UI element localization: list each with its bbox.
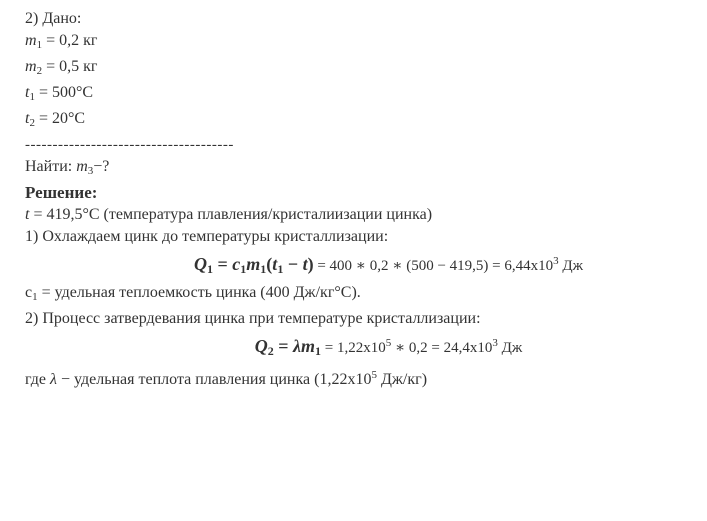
given-temp2-line: $t_2 = 20^\circ C$ <box>25 110 86 129</box>
given-temp1-line: $t_1 = 500^\circ C$ <box>25 84 94 103</box>
formula-q1: $Q_1 = c_1m_1(t_1 - t) = 400$ ∗ 0,2 ∗ $(500 - 419,5) = 6,44x10^3$ Дж <box>194 254 583 276</box>
step1-line: 1) Охлаждаем цинк до температуры кристаллизации: <box>25 228 389 245</box>
step2-line: 2) Процесс затвердевания цинка при температуре кристаллизации: <box>25 310 481 327</box>
melting-temp-line: t = 419,5°C (температура плавления/кристалиизации цинка) <box>25 206 433 223</box>
latent-heat-note-line: где λ − удельная теплота плавления цинка ($1,22x10^5$ Дж/кг) <box>25 369 428 388</box>
formula-q2: $Q_2 = \lambda m_1 = 1,22x10^5$ ∗ $0,2 = 24,4x10^3$ Дж <box>254 336 523 358</box>
given-mass2-line: $m_2 = 0,5$ кг <box>25 58 98 77</box>
given-mass1-line: $m_1 = 0,2$ кг <box>25 32 98 51</box>
specific-heat-note-line: $c_1$ = удельная теплоемкость цинка (400 Дж/кг°С). <box>25 284 361 303</box>
find-line: Найти: $m_3-$? <box>25 158 110 177</box>
given-header: 2) Дано: <box>25 10 82 27</box>
separator-dashes: -------------------------------------- <box>25 137 234 153</box>
solution-header: Решение: <box>25 183 98 202</box>
